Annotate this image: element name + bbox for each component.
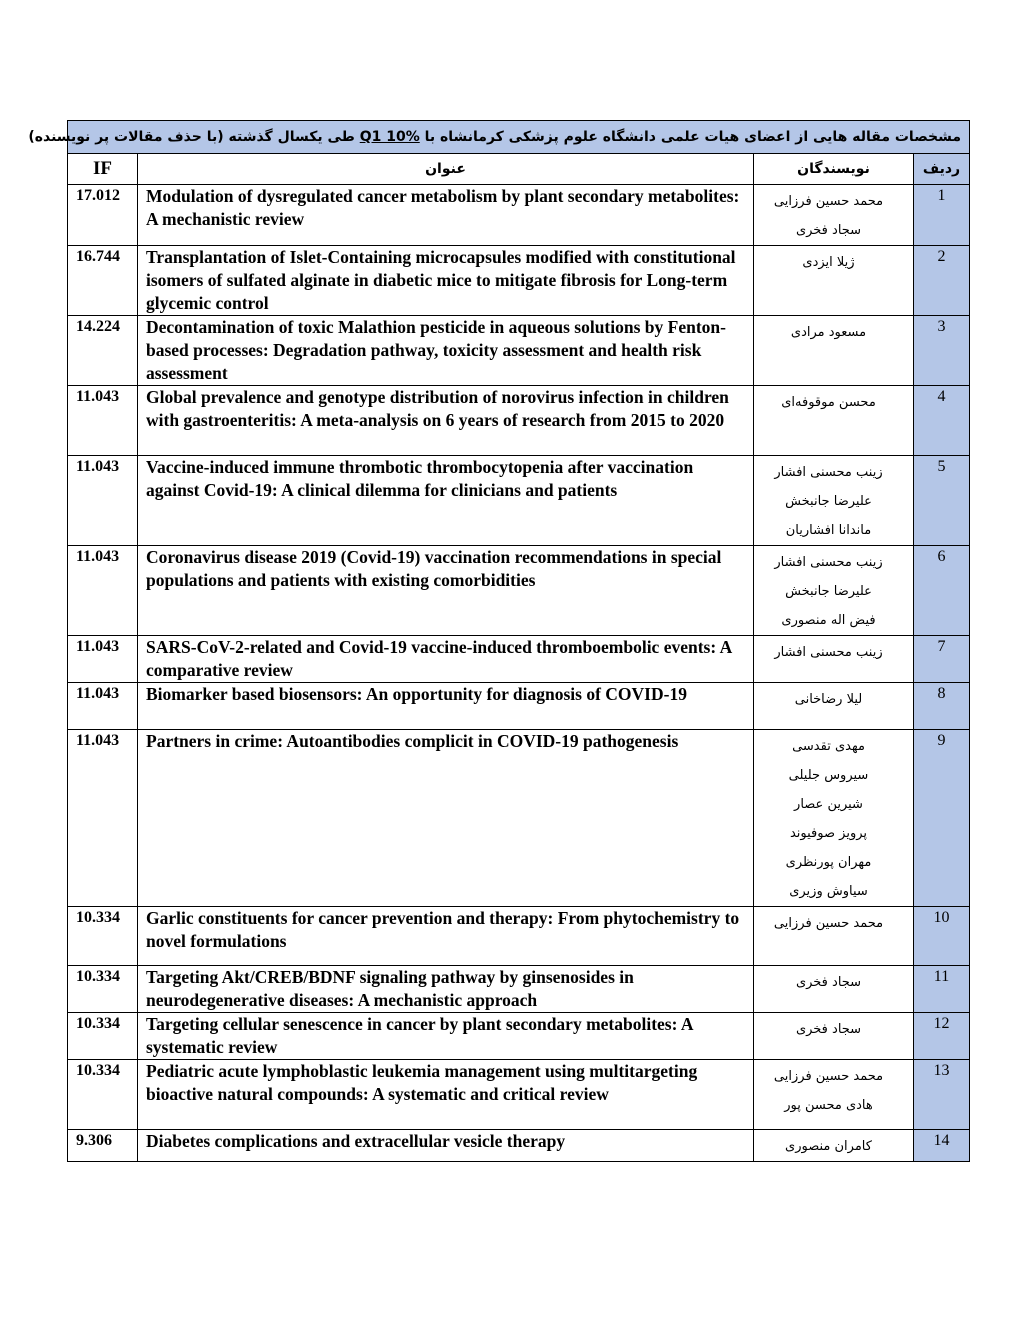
row-number-cell: 9 (914, 730, 970, 907)
header-authors: نویسندگان (754, 154, 914, 185)
author-name: سیروس جلیلی (788, 768, 869, 783)
impact-factor-cell: 17.012 (68, 185, 138, 246)
table-row (68, 966, 970, 1013)
author-name: مسعود مرادی (790, 325, 867, 340)
header-if: IF (68, 154, 138, 185)
header-title: عنوان (138, 154, 754, 185)
author-name: محمد حسین فرزایی (773, 916, 884, 931)
impact-factor-cell: 10.334 (68, 907, 138, 966)
author-name: زینب محسنی افشار (774, 645, 883, 660)
header-row-number: ردیف (914, 154, 970, 185)
author-name: سجاد فخری (795, 975, 862, 990)
article-title-cell: SARS-CoV-2-related and Covid-19 vaccine-induced thromboembolic events: A comparative review (138, 636, 754, 683)
table-row (68, 1013, 970, 1060)
row-number-cell: 2 (914, 246, 970, 316)
article-title-cell: Pediatric acute lymphoblastic leukemia management using multitargeting bioactive natural compounds: A systematic and critical review (138, 1060, 754, 1130)
article-title-cell: Transplantation of Islet-Containing microcapsules modified with constitutional isomers of sulfated alginate in diabetic mice to mitigate fibrosis for Long-term glycemic control (138, 246, 754, 316)
article-title-cell: Diabetes complications and extracellular vesicle therapy (138, 1130, 754, 1162)
author-name: سیاوش وزیری (789, 884, 868, 899)
table-row (68, 683, 970, 730)
author-name: محمد حسین فرزایی (773, 194, 884, 209)
author-name: فیض اله منصوری (781, 613, 876, 628)
authors-cell (754, 683, 914, 730)
impact-factor-cell: 16.744 (68, 246, 138, 316)
row-number-cell: 1 (914, 185, 970, 246)
table-row (68, 246, 970, 316)
authors-cell (754, 966, 914, 1013)
article-title-cell: Vaccine-induced immune thrombotic thrombocytopenia after vaccination against Covid-19: A clinical dilemma for clinicians and patients (138, 456, 754, 546)
author-name: سجاد فخری (795, 1022, 862, 1037)
article-title-cell: Global prevalence and genotype distribution of norovirus infection in children with gastroenteritis: A meta-analysis on 6 years of research from 2015 to 2020 (138, 386, 754, 456)
authors-cell (754, 907, 914, 966)
author-name: زینب محسنی افشار (774, 465, 883, 480)
author-name: سجاد فخری (795, 223, 862, 238)
author-name: علیرضا جانبخش (785, 494, 872, 509)
authors-cell (754, 456, 914, 546)
authors-cell (754, 386, 914, 456)
author-name: زینب محسنی افشار (774, 555, 883, 570)
row-number-cell: 3 (914, 316, 970, 386)
impact-factor-cell: 10.334 (68, 1013, 138, 1060)
author-name: مهدی تقدسی (792, 739, 865, 754)
authors-cell (754, 1060, 914, 1130)
impact-factor-cell: 11.043 (68, 636, 138, 683)
articles-table-wrapper (28, 120, 969, 1162)
article-title-cell: Coronavirus disease 2019 (Covid-19) vaccination recommendations in special populations and patients with existing comorbidities (138, 546, 754, 636)
table-row (68, 386, 970, 456)
table-row (68, 185, 970, 246)
table-row (68, 636, 970, 683)
impact-factor-cell: 14.224 (68, 316, 138, 386)
authors-cell (754, 546, 914, 636)
row-number-cell: 7 (914, 636, 970, 683)
author-name: لیلا رضاخانی (794, 692, 863, 707)
row-number-cell: 4 (914, 386, 970, 456)
author-name: مهران پورنظری (785, 855, 872, 870)
row-number-cell: 11 (914, 966, 970, 1013)
article-title-cell: Targeting Akt/CREB/BDNF signaling pathway by ginsenosides in neurodegenerative diseases: A mechanistic approach (138, 966, 754, 1013)
table-row (68, 1130, 970, 1162)
authors-cell (754, 246, 914, 316)
impact-factor-cell: 9.306 (68, 1130, 138, 1162)
row-number-cell: 5 (914, 456, 970, 546)
authors-cell (754, 730, 914, 907)
impact-factor-cell: 11.043 (68, 730, 138, 907)
article-title-cell: Targeting cellular senescence in cancer by plant secondary metabolites: A systematic review (138, 1013, 754, 1060)
article-title-cell: Garlic constituents for cancer prevention and therapy: From phytochemistry to novel formulations (138, 907, 754, 966)
author-name: کامران منصوری (785, 1139, 872, 1154)
author-name: محمد حسین فرزایی (773, 1069, 884, 1084)
author-name: ژیلا ایزدی (802, 255, 855, 270)
authors-cell (754, 316, 914, 386)
table-title (28, 121, 970, 154)
author-name: هادی محسن پور (784, 1098, 873, 1113)
row-number-cell: 13 (914, 1060, 970, 1130)
author-name: شیرین عصار (794, 797, 863, 812)
author-name: محسن موقوفه‌ای (781, 395, 876, 410)
row-number-cell: 10 (914, 907, 970, 966)
row-number-cell: 12 (914, 1013, 970, 1060)
author-name: پرویز صوفیوند (789, 826, 868, 841)
impact-factor-cell: 10.334 (68, 966, 138, 1013)
article-title-cell: Biomarker based biosensors: An opportunity for diagnosis of COVID-19 (138, 683, 754, 730)
article-title-cell: Partners in crime: Autoantibodies complicit in COVID-19 pathogenesis (138, 730, 754, 907)
row-number-cell: 8 (914, 683, 970, 730)
authors-cell (754, 1130, 914, 1162)
article-title-cell: Decontamination of toxic Malathion pesticide in aqueous solutions by Fenton-based processes: Degradation pathway, toxicity assessment and health risk assessment (138, 316, 754, 386)
articles-table (28, 120, 970, 1162)
table-title-suffix: طی یکسال گذشته (با حذف مقالات پر نویسنده) (28, 129, 360, 145)
row-number-cell: 6 (914, 546, 970, 636)
impact-factor-cell: 11.043 (68, 546, 138, 636)
table-row (68, 907, 970, 966)
authors-cell (754, 636, 914, 683)
table-row (68, 730, 970, 907)
row-number-cell: 14 (914, 1130, 970, 1162)
author-name: ماندانا افشاریان (785, 523, 872, 538)
authors-cell (754, 1013, 914, 1060)
table-body (68, 185, 970, 1162)
impact-factor-cell: 11.043 (68, 386, 138, 456)
author-name: علیرضا جانبخش (785, 584, 872, 599)
table-row (68, 456, 970, 546)
impact-factor-cell: 10.334 (68, 1060, 138, 1130)
authors-cell (754, 185, 914, 246)
table-title-highlight: Q1 10% (359, 129, 420, 145)
impact-factor-cell: 11.043 (68, 456, 138, 546)
table-row (68, 316, 970, 386)
impact-factor-cell: 11.043 (68, 683, 138, 730)
table-row (68, 546, 970, 636)
table-row (68, 1060, 970, 1130)
table-title-prefix: مشخصات مقاله هایی از اعضای هیات علمی دانشگاه علوم پزشکی کرمانشاه با (419, 129, 961, 145)
article-title-cell: Modulation of dysregulated cancer metabolism by plant secondary metabolites: A mechanistic review (138, 185, 754, 246)
